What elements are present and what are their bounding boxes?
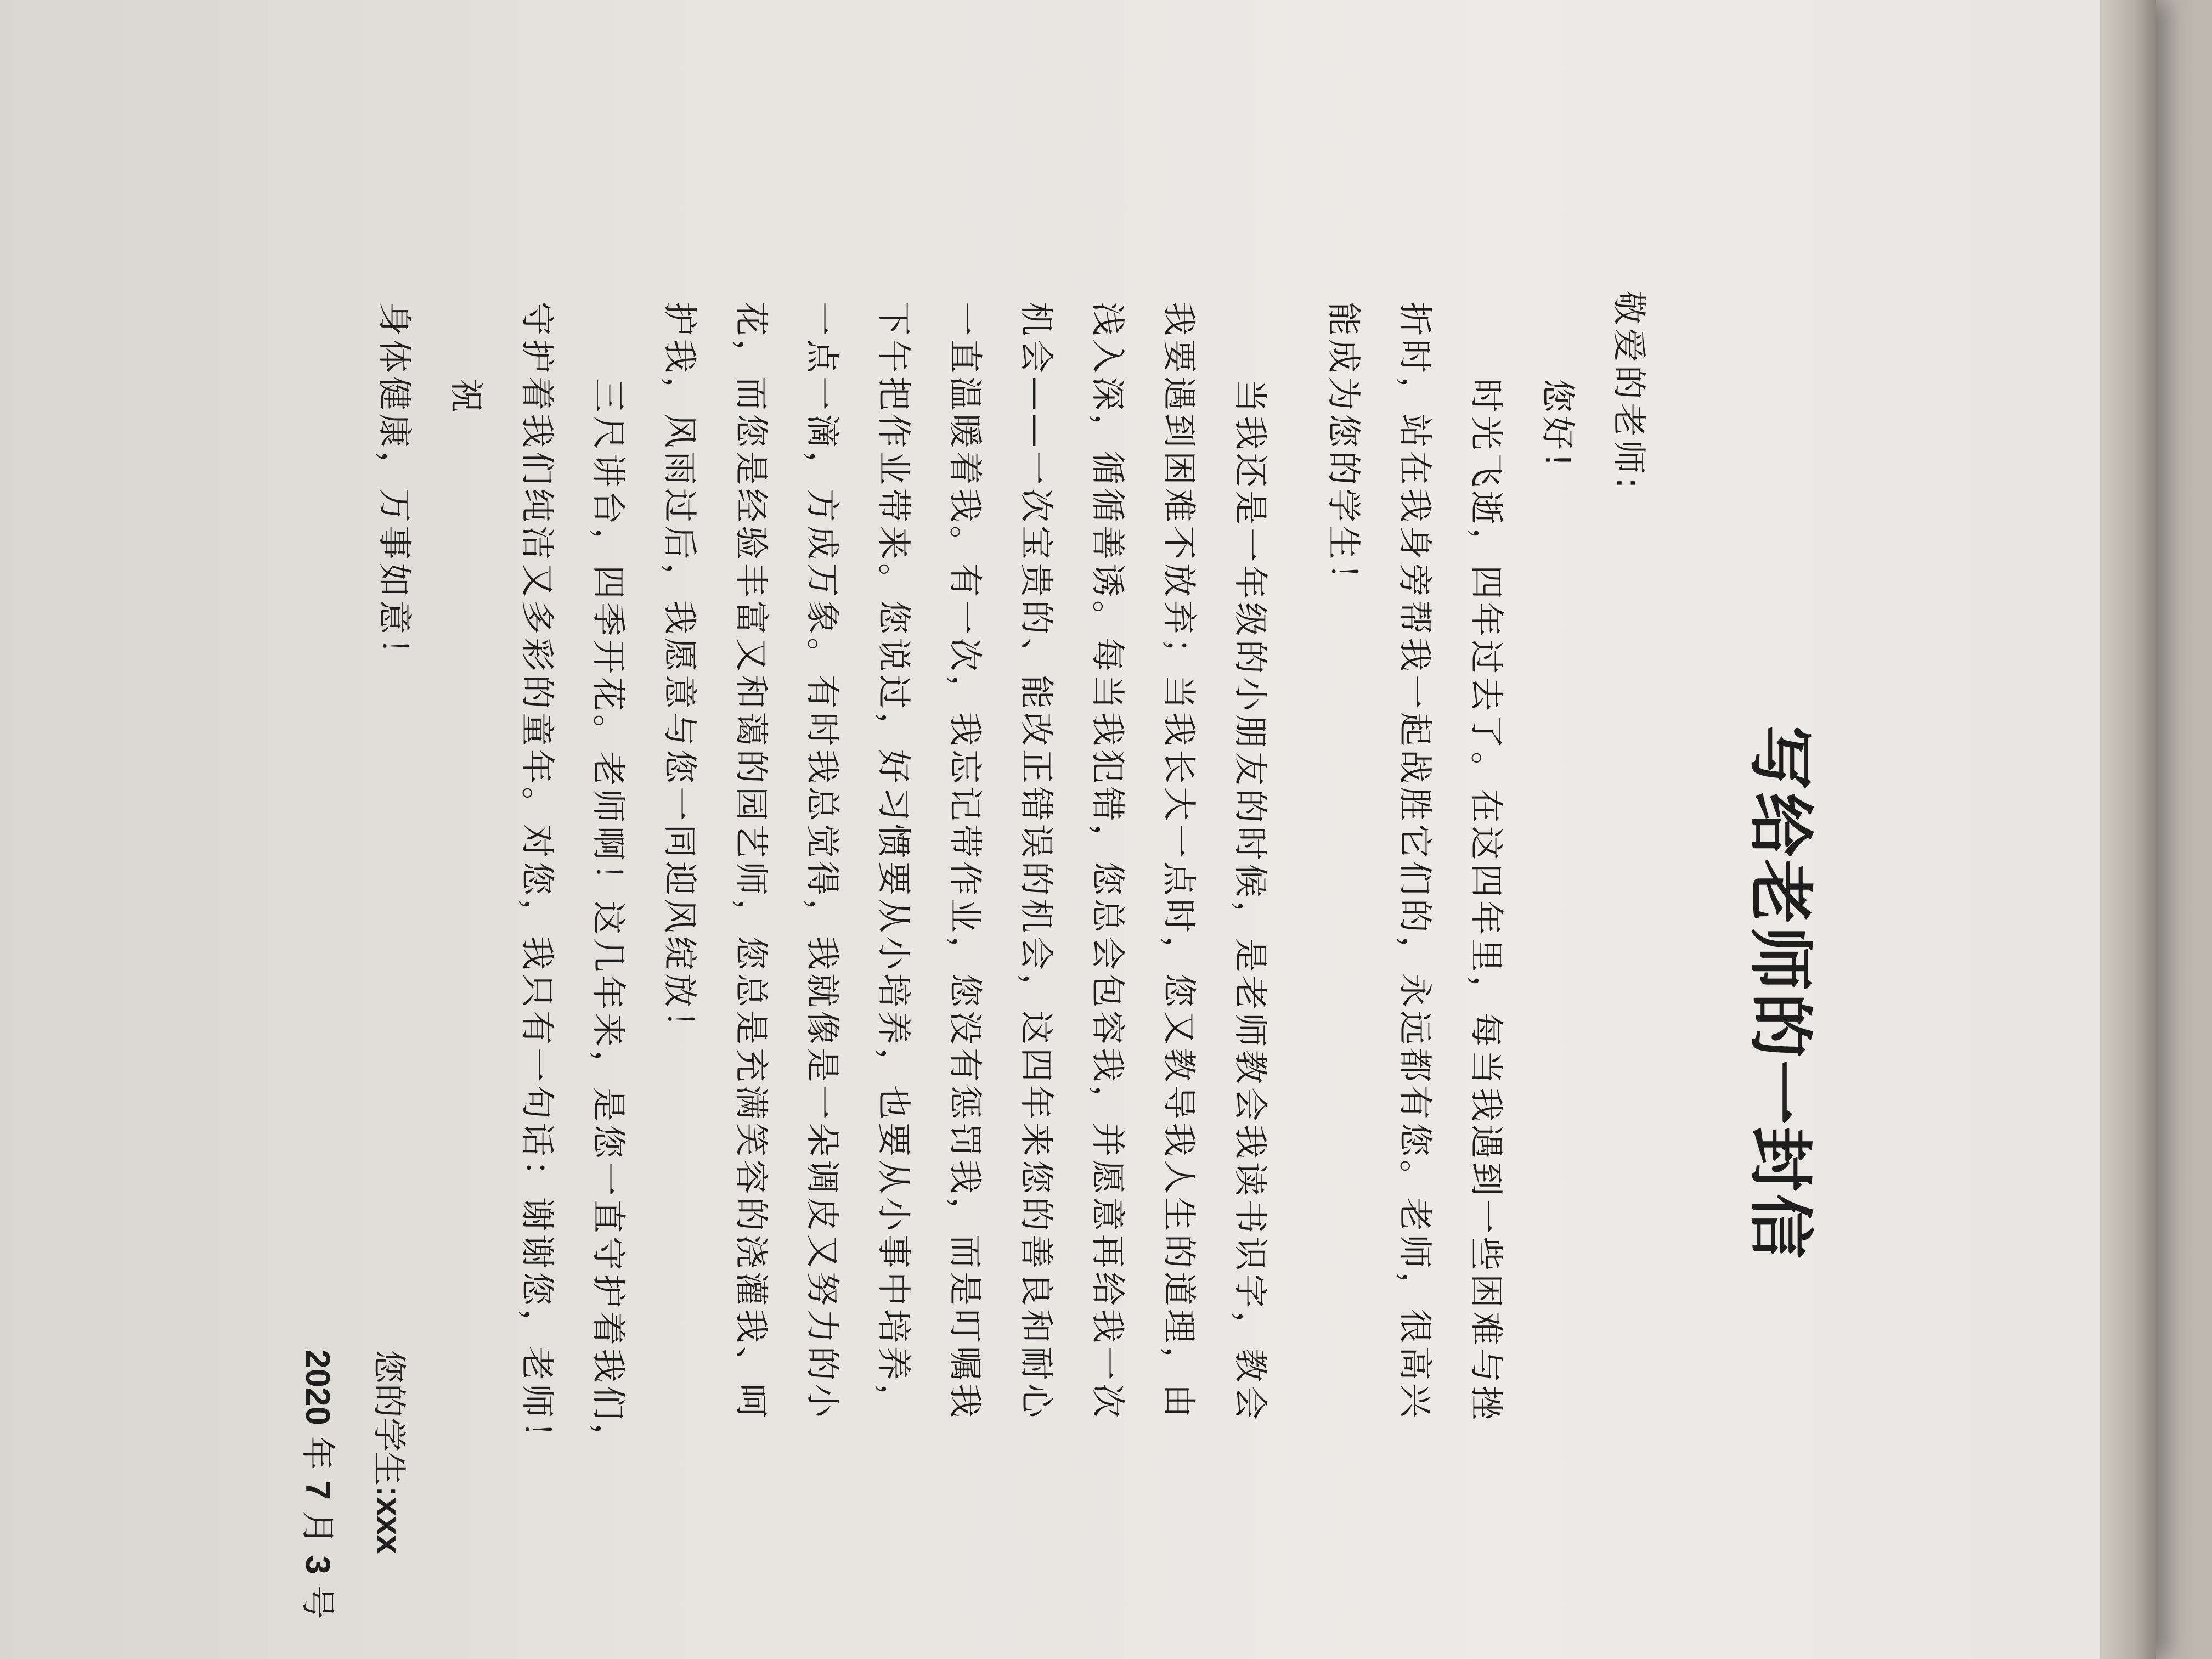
closing-wish: 身体健康，万事如意！ xyxy=(375,302,415,675)
body-line: 三尺讲台，四季开花。老师啊！这几年来，是您一直守护着我们， xyxy=(589,379,629,1461)
signature xyxy=(369,1350,409,1554)
signature-name: xxx xyxy=(370,1497,408,1554)
body-line: 一点一滴，方成万象。有时我总觉得，我就像是一朵调皮又努力的小 xyxy=(803,302,843,1421)
date-month-suffix: 月 xyxy=(298,1499,338,1556)
date-day-suffix: 号 xyxy=(298,1574,338,1620)
date-year: 2020 xyxy=(298,1350,336,1425)
body-line: 花，而您是经验丰富又和蔼的园艺师，您总是充满笑容的浇灌我、呵 xyxy=(731,302,771,1421)
body-line: 时光飞逝，四年过去了。在这四年里，每当我遇到一些困难与挫 xyxy=(1466,379,1506,1424)
signature-prefix: 您的学生: xyxy=(369,1350,409,1497)
letter-title: 写给老师的一封信 xyxy=(1742,725,1818,1261)
body-line: 浅入深，循循善诱。每当我犯错，您总会包容我，并愿意再给我一次 xyxy=(1088,302,1128,1421)
body-line: 护我，风雨过后，我愿意与您一同迎风绽放！ xyxy=(660,302,700,1048)
body-line: 折时，站在我身旁帮我一起战胜它们的，永远都有您。老师，很高兴 xyxy=(1395,302,1435,1421)
body-line: 我要遇到困难不放弃；当我长大一点时，您又教导我人生的道理，由 xyxy=(1159,302,1199,1421)
paper-edge xyxy=(2100,0,2156,1659)
date-month: 7 xyxy=(298,1481,336,1500)
body-line: 当我还是一年级的小朋友的时候，是老师教会我读书识字，教会 xyxy=(1231,379,1271,1424)
body-line: 能成为您的学生！ xyxy=(1324,302,1364,601)
body-line: 下午把作业带来。您说过，好习惯要从小培养，也要从小事中培养， xyxy=(874,302,914,1421)
date-year-suffix: 年 xyxy=(298,1425,338,1481)
hello-line: 您好! xyxy=(1538,379,1578,470)
letter-page xyxy=(44,198,1997,1659)
greeting: 敬爱的老师: xyxy=(1609,291,1649,492)
closing-zhu: 祝 xyxy=(446,379,486,416)
body-line: 守护着我们纯洁又多彩的童年。对您，我只有一句话：谢谢您，老师！ xyxy=(517,302,557,1459)
letter-date xyxy=(298,1350,338,1620)
body-line: 一直温暖着我。有一次，我忘记带作业，您没有惩罚我，而是叮嘱我 xyxy=(945,302,985,1421)
body-line: 机会——一次宝贵的、能改正错误的机会，这四年来您的善良和耐心 xyxy=(1017,302,1057,1421)
date-day: 3 xyxy=(298,1555,336,1575)
